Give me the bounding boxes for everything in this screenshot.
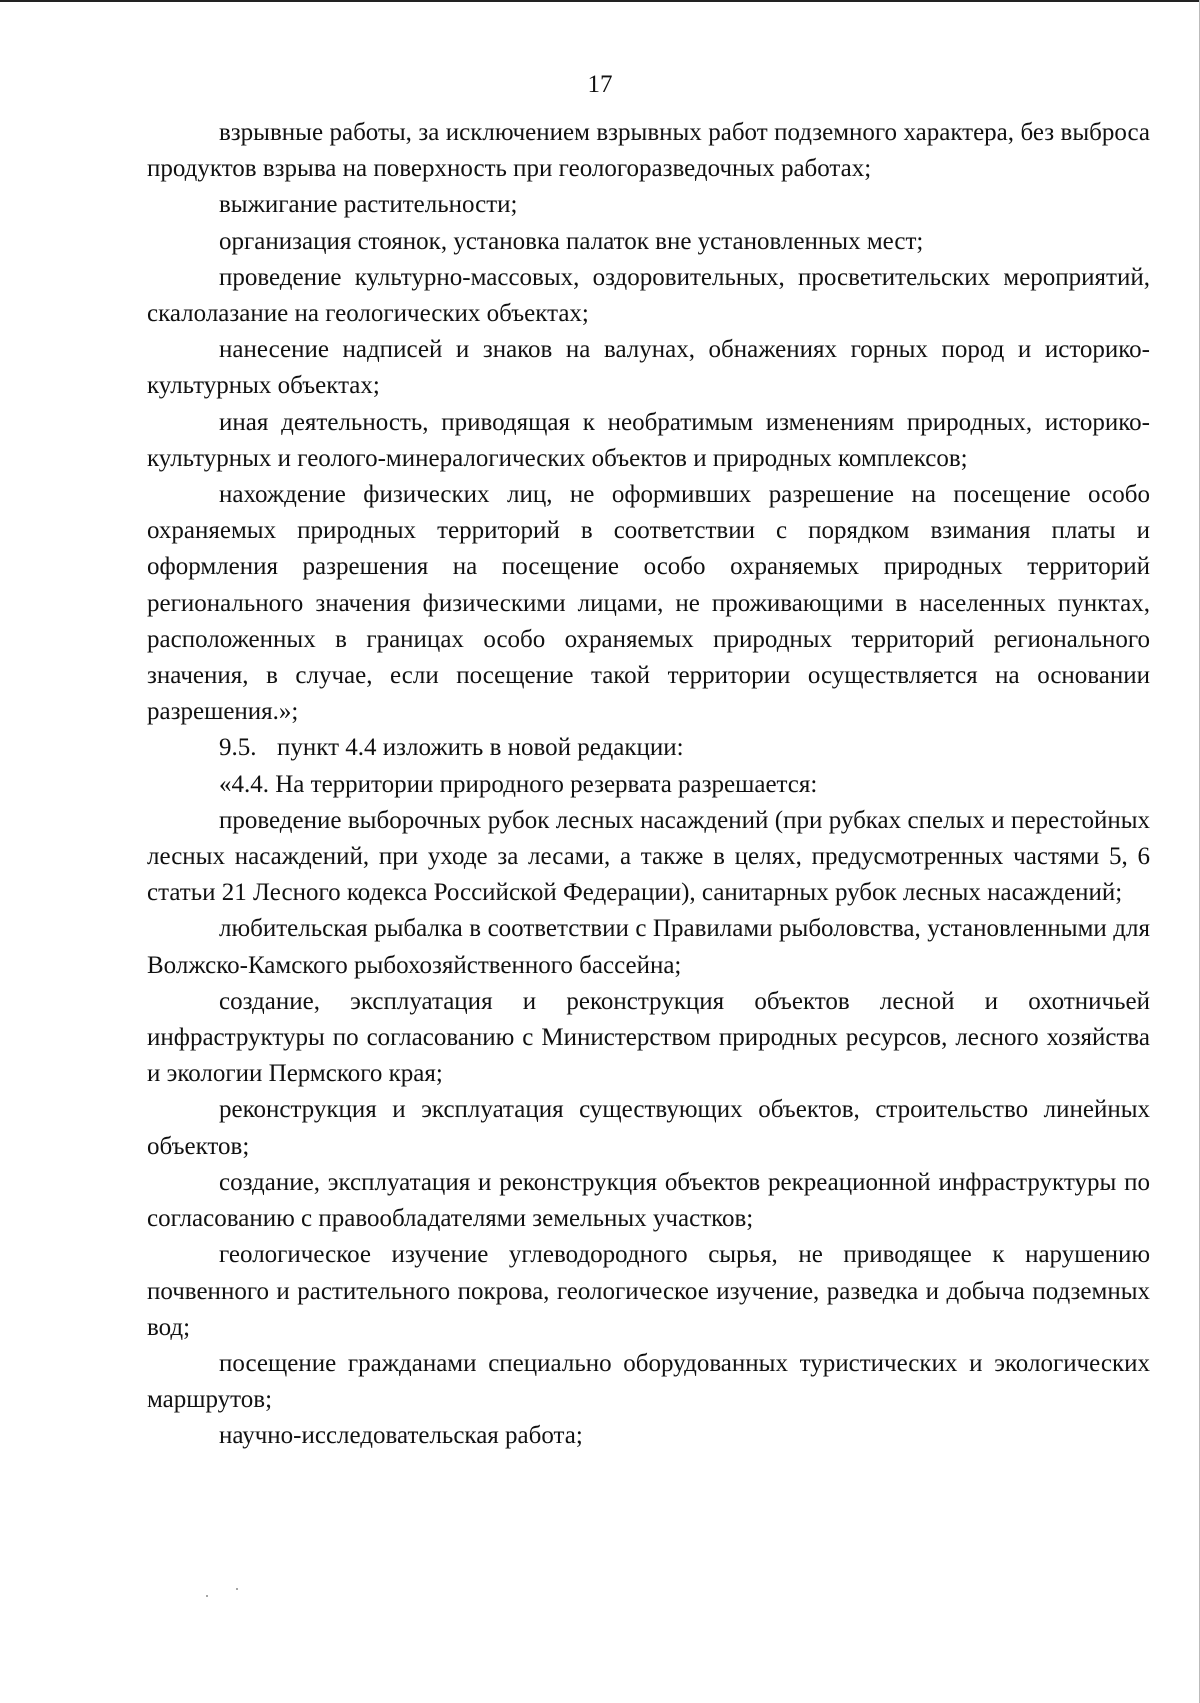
paragraph-burning-vegetation: выжигание растительности; — [219, 191, 518, 219]
paragraph-forest-infrastructure: создание, эксплуатация и реконструкция объектов лесной и охотничьей инфраструктуры по согласованию с Министерством природных ресурсов, лесного хозяйства и экологии Пермского края; — [147, 987, 1150, 1088]
paragraph-mass-events: проведение культурно-массовых, оздоровительных, просветительских мероприятий, скалолазание на геологических объектах; — [147, 263, 1150, 328]
paragraph-other-activity: иная деятельность, приводящая к необратимым изменениям природных, историко-культурных и геолого-минералогических объектов и природных комплексов; — [147, 408, 1150, 472]
paragraph-research-work: научно-исследовательская работа; — [219, 1422, 583, 1450]
scan-top-border — [0, 0, 1200, 2]
paragraph-recreational-infrastructure: создание, эксплуатация и реконструкция объектов рекреационной инфраструктуры по согласованию с правообладателями земельных участков; — [147, 1168, 1150, 1233]
paragraph-amateur-fishing: любительская рыбалка в соответствии с Правилами рыболовства, установленными для Волжско-Камского рыбохозяйственного бассейна; — [147, 915, 1150, 979]
paragraph-tourist-routes: посещение гражданами специально оборудованных туристических и экологических маршрутов; — [147, 1349, 1150, 1414]
paragraph-geological-study: геологическое изучение углеводородного сырья, не приводящее к нарушению почвенного и растительного покрова, геологическое изучение, разведка и добыча подземных вод; — [147, 1241, 1150, 1341]
page-number: 17 — [587, 71, 613, 98]
paragraph-camping: организация стоянок, установка палаток вне установленных мест; — [219, 227, 924, 255]
scan-speck — [206, 1595, 208, 1597]
paragraph-linear-objects: реконструкция и эксплуатация существующих объектов, строительство линейных объектов; — [147, 1096, 1150, 1160]
item-number: 9.5. — [219, 734, 257, 762]
document-body — [147, 115, 1150, 1455]
paragraph-explosive-works: взрывные работы, за исключением взрывных работ подземного характера, без выброса продуктов взрыва на поверхность при геологоразведочных работах; — [147, 119, 1150, 183]
item-text: пункт 4.4 изложить в новой редакции: — [277, 734, 684, 762]
paragraph-inscriptions: нанесение надписей и знаков на валунах, обнажениях горных пород и историко-культурных объектах; — [147, 336, 1150, 400]
paragraph-visitors-permit: нахождение физических лиц, не оформивших разрешение на посещение особо охраняемых природных территорий в соответствии с порядком взимания платы и оформления разрешения на посещение особо охраняемых природных территорий регионального значения физическими лицами, не проживающими в населенных пунктах, расположенных в границах особо охраняемых природных территорий регионального значения, в случае, если посещение такой территории осуществляется на основании разрешения.»; — [147, 481, 1150, 726]
item-9-5 — [147, 730, 1150, 766]
paragraph-4-4-heading: «4.4. На территории природного резервата разрешается: — [219, 770, 818, 798]
scan-speck — [236, 1588, 238, 1590]
paragraph-selective-logging: проведение выборочных рубок лесных насаждений (при рубках спелых и перестойных лесных насаждений, при уходе за лесами, а также в целях, предусмотренных частями 5, 6 статьи 21 Лесного кодекса Российской Федерации), санитарных рубок лесных насаждений; — [147, 806, 1150, 907]
